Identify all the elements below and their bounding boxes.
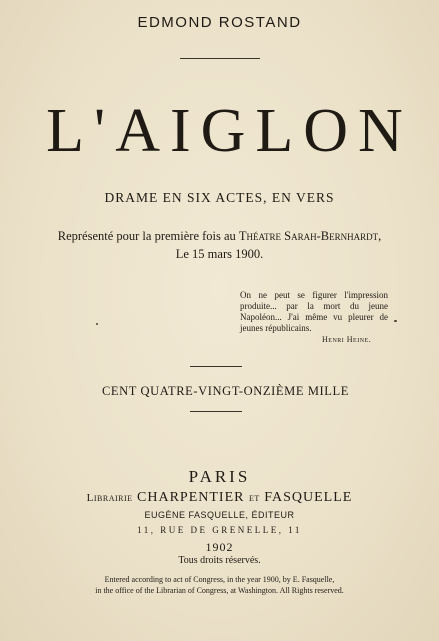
copyright-line-2: in the office of the Librarian of Congress, at Washington. All Rights reserved. [95,586,344,595]
publication-year: 1902 [205,540,234,554]
performance-line-2: Le 15 mars 1900. [175,247,264,261]
publisher-name-2: FASQUELLE [264,490,353,505]
publisher-joiner: et [248,492,260,504]
performance-prefix: Représenté pour la première fois au [57,229,239,243]
theatre-name: Théatre Sarah-Bernhardt, [238,229,382,243]
epigraph-text: On ne peut se figurer l'impression produite... par la mort du jeune Napoléon... J'ai même vu pleurer de jeunes républicains. [240,290,388,333]
paper-speck [96,323,98,325]
divider-middle-bottom [190,411,242,412]
book-subtitle: DRAME EN SIX ACTES, EN VERS [104,190,335,205]
divider-top [180,58,260,59]
imprint-address: 11, RUE DE GRENELLE, 11 [137,525,302,535]
divider-middle-top [190,366,242,367]
imprint-publisher [0,490,439,506]
publisher-prefix: Librairie [86,492,133,504]
author-name: EDMOND ROSTAND [137,14,302,31]
imprint-editor: EUGÈNE FASQUELLE, ÉDITEUR [144,510,295,520]
copyright-line-1: Entered according to act of Congress, in the year 1900, by E. Fasquelle, [104,575,335,584]
rights-notice: Tous droits réservés. [178,555,261,566]
epigraph-author: Henri Heine. [322,335,372,344]
performance-line-1 [0,229,439,244]
paper-speck [394,320,397,322]
publisher-name-1: CHARPENTIER [137,490,245,505]
book-title: L'AIGLON [46,97,413,165]
edition-count: CENT QUATRE-VINGT-ONZIÈME MILLE [101,384,350,398]
imprint-city: PARIS [188,467,251,486]
